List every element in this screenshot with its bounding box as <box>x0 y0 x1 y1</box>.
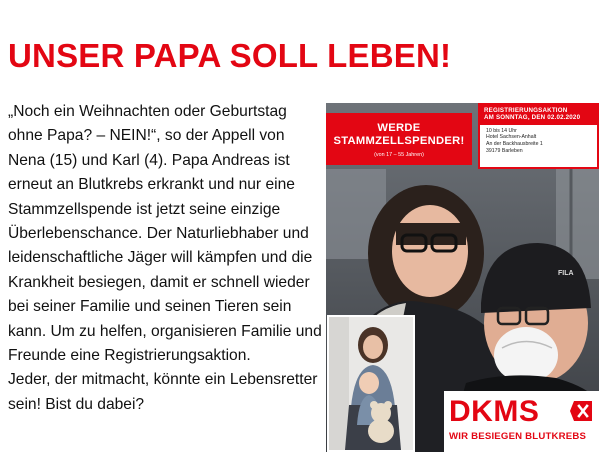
banner-line-werde: WERDE <box>377 122 421 134</box>
banner-age-range: (von 17 – 55 Jahren) <box>374 152 424 158</box>
dkms-logo <box>444 391 599 452</box>
banner-line-stammzellspender: STAMMZELLSPENDER! <box>333 134 465 147</box>
event-city: 39179 Barleben <box>486 147 523 154</box>
event-info-box <box>478 103 599 169</box>
inset-photo-image <box>329 317 413 450</box>
appeal-text <box>8 100 323 417</box>
dkms-slogan: WIR BESIEGEN BLUTKREBS <box>449 431 587 442</box>
inset-photo <box>327 315 415 452</box>
donor-call-banner <box>326 113 472 165</box>
event-heading-line2: AM SONNTAG, DEN 02.02.2020 <box>484 114 581 122</box>
dkms-wordmark: DKMS <box>449 395 540 428</box>
page-headline: UNSER PAPA SOLL LEBEN! <box>8 37 452 74</box>
event-street: An der Backhausbreite 1 <box>486 141 543 147</box>
event-heading-line1: REGISTRIERUNGSAKTION <box>484 107 568 114</box>
event-time: 10 bis 14 Uhr <box>486 127 517 134</box>
event-venue: Hotel Sachsen-Anhalt <box>486 134 537 141</box>
event-details <box>480 125 597 154</box>
appeal-closing: Jeder, der mitmacht, könnte ein Lebensretter sein! Bist du dabei? <box>8 371 318 413</box>
svg-text:FILA: FILA <box>558 270 574 277</box>
appeal-paragraph: „Noch ein Weihnachten oder Geburtstag ohne Papa? – NEIN!“, so der Appell von Nena (15) und Karl (4). Papa Andreas ist erneut an Blutkrebs erkrankt und nur eine Stammzellspende ist jetzt seine einzige Überlebenschance. Der Naturliebhaber und leidenschaftliche Jäger will kämpfen und die Krankheit besiegen, damit er schnell wieder bei seiner Familie und seinen Tieren sein kann. Um zu helfen, organisieren Familie und Freunde eine Registrierungsaktion. <box>8 103 322 365</box>
event-heading <box>480 105 597 125</box>
dkms-cross-icon <box>570 401 592 421</box>
campaign-poster <box>326 103 599 452</box>
